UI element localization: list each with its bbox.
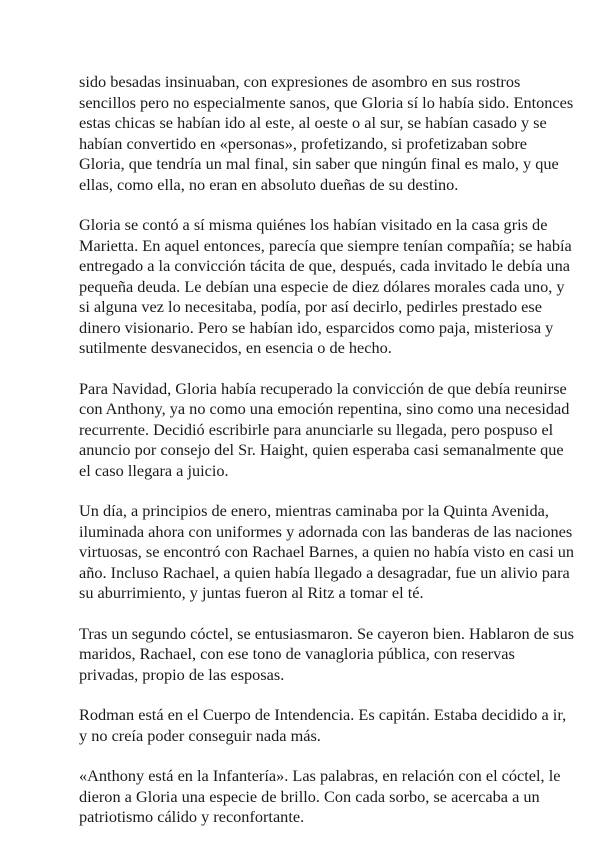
text-line: pequeña deuda. Le debían una especie de diez dólares morales cada uno, y [79, 276, 565, 296]
document-page [79, 72, 575, 848]
paragraph [79, 501, 575, 604]
text-line: maridos, Rachael, con ese tono de vanagloria pública, con reservas [79, 644, 515, 663]
text-line: su aburrimiento, y juntas fueron al Ritz a tomar el té. [79, 583, 424, 602]
paragraph [79, 215, 572, 359]
text-line: anuncio por consejo del Sr. Haight, quien esperaba casi semanalmente que [79, 440, 564, 459]
text-line: con Anthony, ya no como una emoción repentina, sino como una necesidad [79, 399, 570, 418]
text-line: Gloria, que tendría un mal final, sin saber que ningún final es malo, y que [79, 154, 559, 173]
text-line: entregado a la convicción tácita de que, después, cada invitado le debía una [79, 256, 570, 275]
text-line: ellas, como ella, no eran en absoluto dueñas de su destino. [79, 174, 459, 194]
text-line: dinero visionario. Pero se habían ido, esparcidos como paja, misteriosa y [79, 317, 554, 337]
text-line: sencillos pero no especialmente sanos, que Gloria sí lo había sido. Entonces [79, 92, 574, 112]
text-line: si alguna vez lo necesitaba, podía, por así decirlo, pedirles prestado ese [79, 297, 542, 316]
text-line: habían convertido en «personas», profetizando, si profetizaban sobre [79, 133, 528, 153]
text-line: sutilmente desvanecidos, en esencia o de hecho. [79, 338, 392, 357]
text-line: «Anthony está en la Infantería». Las palabras, en relación con el cóctel, le [79, 766, 561, 785]
text-line: virtuosas, se encontró con Rachael Barnes, a quien no había visto en casi un [79, 542, 575, 561]
text-line: recurrente. Decidió escribirle para anunciarle su llegada, pero pospuso el [79, 419, 554, 439]
text-line: año. Incluso Rachael, a quien había llegado a desagradar, fue un alivio para [79, 562, 570, 582]
text-line: iluminada ahora con uniformes y adornada con las banderas de las naciones [79, 521, 573, 541]
text-line: dieron a Gloria una especie de brillo. Con cada sorbo, se acercaba a un [79, 786, 540, 806]
paragraph [79, 705, 567, 746]
paragraph [79, 378, 570, 482]
text-line: patriotismo cálido y reconfortante. [79, 807, 305, 826]
text-line: Marietta. En aquel entonces, parecía que siempre tenían compañía; se había [79, 235, 572, 255]
paragraph [79, 766, 561, 828]
text-line: privadas, propio de las esposas. [79, 664, 285, 684]
text-line: Un día, a principios de enero, mientras caminaba por la Quinta Avenida, [79, 501, 549, 520]
paragraph [79, 72, 574, 195]
text-line: sido besadas insinuaban, con expresiones de asombro en sus rostros [79, 72, 521, 91]
text-line: Gloria se contó a sí misma quiénes los habían visitado en la casa gris de [79, 215, 548, 234]
text-line: y no creía poder conseguir nada más. [79, 725, 321, 745]
text-line: Tras un segundo cóctel, se entusiasmaron. Se cayeron bien. Hablaron de sus [79, 623, 574, 643]
text-line: estas chicas se habían ido al este, al oeste o al sur, se habían casado y se [79, 113, 547, 132]
text-line: Rodman está en el Cuerpo de Intendencia. Es capitán. Estaba decidido a ir, [79, 705, 567, 724]
text-line: Para Navidad, Gloria había recuperado la convicción de que debía reunirse [79, 378, 567, 398]
paragraph [79, 623, 574, 686]
text-line: el caso llegara a juicio. [79, 460, 229, 480]
